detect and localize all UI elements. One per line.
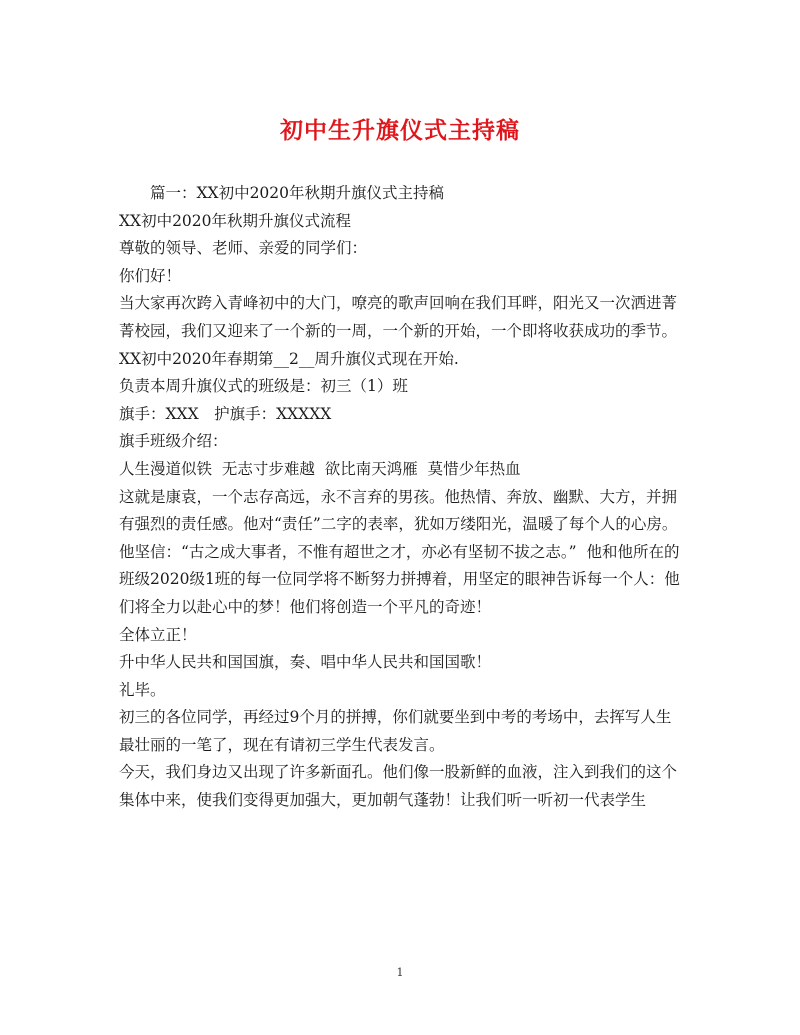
page-number: 1 xyxy=(396,966,404,979)
document-body xyxy=(119,180,684,815)
paragraph: 人生漫道似铁 无志寸步难越 欲比南天鸿雁 莫惜少年热血 xyxy=(119,459,521,478)
paragraph: 负责本周升旗仪式的班级是：初三（1）班 xyxy=(119,377,408,396)
paragraph: 全体立正！ xyxy=(119,625,197,644)
paragraph: 旗手班级介绍： xyxy=(119,432,228,451)
document-title: 初中生升旗仪式主持稿 xyxy=(280,117,520,144)
paragraph: 他坚信：“古之成大事者，不惟有超世之才，亦必有坚韧不拔之志。” 他和他所在的班级2020级1班的每一位同学将不断努力拼搏着，用坚定的眼神告诉每一个人：他们将全力以赴心中的梦！他们将创造一个平凡的奇迹！ xyxy=(119,542,680,616)
paragraph: 升中华人民共和国国旗，奏、唱中华人民共和国国歌！ xyxy=(119,653,492,672)
paragraph: 旗手：XXX 护旗手：XXXXX xyxy=(119,404,332,423)
paragraph: 初三的各位同学，再经过9个月的拼搏，你们就要坐到中考的考场中，去挥写人生最壮丽的一笔了，现在有请初三学生代表发言。 xyxy=(119,708,672,754)
paragraph: 今天，我们身边又出现了许多新面孔。他们像一股新鲜的血液，注入到我们的这个集体中来，使我们变得更加强大，更加朝气蓬勃！让我们听一听初一代表学生 xyxy=(119,763,678,810)
paragraph: 尊敬的领导、老师、亲爱的同学们： xyxy=(119,239,368,258)
paragraph: 你们好！ xyxy=(119,266,182,285)
paragraph: 这就是康袁，一个志存高远，永不言弃的男孩。他热情、奔放、幽默、大方，并拥有强烈的责任感。他对“责任”二字的表率，犹如万缕阳光，温暖了每个人的心房。 xyxy=(119,487,678,534)
paragraph: 篇一：XX初中2020年秋期升旗仪式主持稿 xyxy=(150,184,445,202)
paragraph: XX初中2020年秋期升旗仪式流程 xyxy=(119,211,352,230)
paragraph: 礼毕。 xyxy=(119,680,166,699)
paragraph: 当大家再次跨入青峰初中的大门，嘹亮的歌声回响在我们耳畔，阳光又一次洒进菁菁校园，我们又迎来了一个新的一周，一个新的开始，一个即将收获成功的季节。XX初中2020年春期第__2__周升旗仪式现在开始. xyxy=(119,294,678,368)
